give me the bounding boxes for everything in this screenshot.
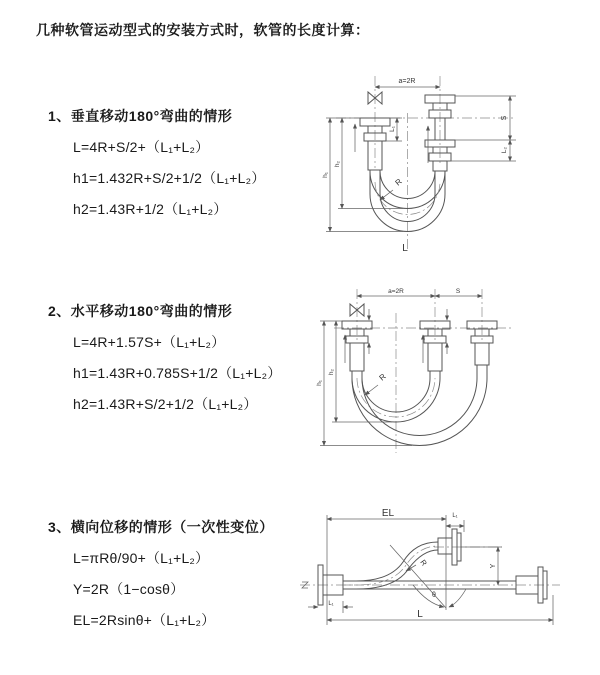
length-label: L [402,243,408,254]
section-lateral-displacement [48,512,274,636]
radius-label: R [393,176,404,188]
section-3-formula-Y: Y=2R（1−cosθ） [73,581,185,597]
section-horizontal-180 [48,296,281,420]
dim-label-h2: h₂ [334,160,341,168]
diagram-horizontal-180-bend [312,283,542,473]
dim-label-h1: h₁ [322,172,329,178]
dim-label-a2r: a=2R [398,78,416,85]
section-3-heading: 3、横向位移的情形（一次性变位） [48,519,274,535]
dim-label-l1-left: L₁ [328,601,334,607]
dim-label-l1: L₁ [389,126,396,132]
section-1-heading: 1、垂直移动180°弯曲的情形 [48,108,233,124]
hose-bend-arc [362,378,477,435]
dim-label-h1: h₁ [316,380,323,386]
dim-label-l: L [417,609,423,620]
section-vertical-180 [48,101,265,225]
diagram-vertical-180-bend [308,68,530,263]
braided-hose-section [475,343,489,365]
braided-hose-section [350,343,364,371]
flange-body [438,538,452,554]
page-title: 几种软管运动型式的安装方式时，软管的长度计算： [36,22,370,38]
radius-label: R [418,557,429,568]
dim-label-s: S [501,115,508,121]
dim-label-el: EL [381,508,395,519]
section-2-formula-L: L=4R+1.57S+（L₁+L₂） [73,334,226,350]
angle-arc-arrow [449,589,466,607]
angle-label-theta: θ [432,592,436,599]
radius-leader-arrow [365,385,378,395]
dim-label-y: Y [490,563,497,569]
dim-label-l2: L₂ [501,146,508,154]
section-1-formula-h1: h1=1.432R+S/2+1/2（L₁+L₂） [73,170,266,186]
section-3-formula-L: L=πRθ/90+（L₁+L₂） [73,550,210,566]
section-2-heading: 2、水平移动180°弯曲的情形 [48,303,233,319]
dim-label-l1-top: L₁ [452,513,458,519]
radius-label: R [377,371,388,383]
diagram-lateral-displacement [298,505,598,655]
section-1-formula-L: L=4R+S/2+（L₁+L₂） [73,139,210,155]
dim-label-h2: h₂ [328,368,335,376]
section-2-formula-h2: h2=1.43R+S/2+1/2（L₁+L₂） [73,396,258,412]
section-3-formula-EL: EL=2Rsinθ+（L₁+L₂） [73,612,216,628]
section-1-formula-h2: h2=1.43R+1/2（L₁+L₂） [73,201,228,217]
dim-label-a2r: a=2R [388,288,404,295]
braided-hose-section [428,343,442,371]
section-2-formula-h1: h1=1.43R+0.785S+1/2（L₁+L₂） [73,365,282,381]
radius-leader-arrow [380,190,393,200]
dim-label-s: S [455,288,461,295]
